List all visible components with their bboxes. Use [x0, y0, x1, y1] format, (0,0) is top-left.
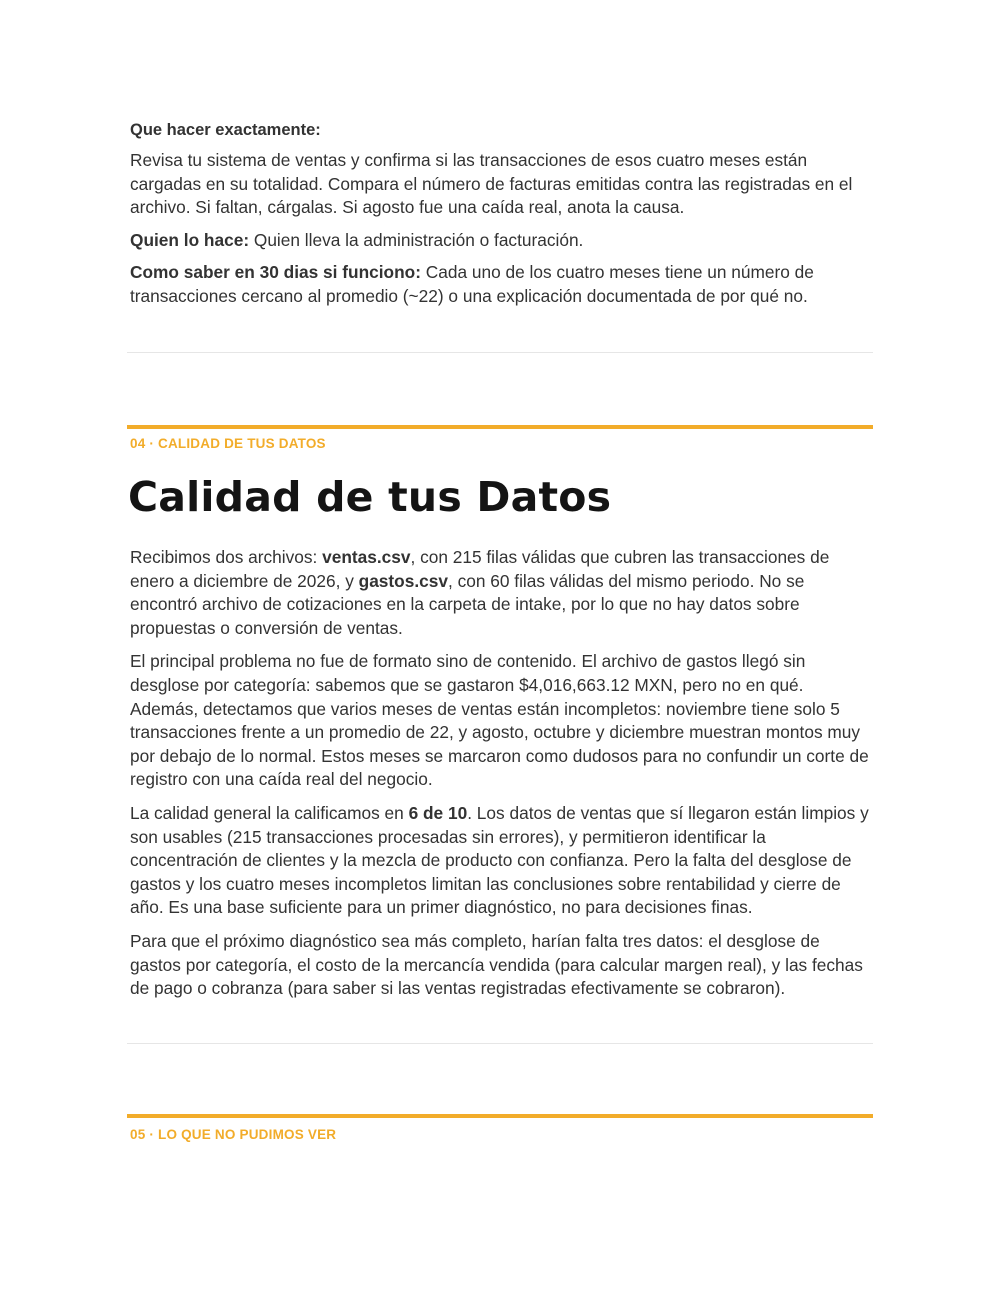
rating-paragraph	[130, 802, 872, 920]
section-accent-rule	[127, 1114, 873, 1118]
next-steps-paragraph: Para que el próximo diagnóstico sea más completo, harían falta tres datos: el desglose de gastos por categoría, el costo de la mercancía vendida (para calcular margen real), y las fechas de pago o cobranza (para saber si las ventas registradas efectivamente se cobraron).	[130, 930, 863, 999]
rating-text-1: La calidad general la calificamos en	[130, 802, 409, 823]
expenses-file-name: gastos.csv	[358, 570, 448, 591]
quality-score: 6 de 10	[408, 802, 468, 823]
section-divider	[127, 1043, 873, 1044]
previous-section-tail	[130, 119, 872, 318]
section-accent-rule	[127, 425, 873, 429]
files-text-2: , con 215 filas válidas que cubren las transacciones de enero a diciembre de 2026, y	[130, 547, 830, 591]
action-heading: Que hacer exactamente:	[130, 121, 321, 139]
owner-label: Quien lo hace:	[130, 229, 250, 250]
section-eyebrow: 04 · CALIDAD DE TUS DATOS	[130, 436, 326, 451]
success-metric-text: Cada uno de los cuatro meses tiene un número de transacciones cercano al promedio (~22) o una explicación documentada de por qué no.	[130, 262, 814, 306]
section-title: Calidad de tus Datos	[128, 473, 612, 521]
owner-text: Quien lleva la administración o facturación.	[249, 229, 584, 250]
files-paragraph	[130, 546, 872, 640]
success-metric-label: Como saber en 30 dias si funciono:	[130, 262, 421, 283]
section-divider	[127, 352, 873, 353]
data-quality-body	[130, 546, 872, 1011]
action-paragraph: Revisa tu sistema de ventas y confirma si las transacciones de esos cuatro meses están cargadas en su totalidad. Compara el número de facturas emitidas contra las registradas en el archivo. Si faltan, cárgalas. Si agosto fue una caída real, anota la causa.	[130, 150, 853, 218]
sales-file-name: ventas.csv	[322, 547, 411, 567]
rating-text-2: . Los datos de ventas que sí llegaron están limpios y son usables (215 transacciones procesadas sin errores), y permitieron identificar la concentración de clientes y la mezcla de producto con confianza. Pero la falta del desglose de gastos y los cuatro meses incompletos limitan las conclusiones sobre rentabilidad y cierre de año. Es una base suficiente para un primer diagnóstico, no para decisiones finas.	[130, 802, 869, 918]
files-text-1: Recibimos dos archivos:	[130, 547, 323, 567]
problem-paragraph: El principal problema no fue de formato sino de contenido. El archivo de gastos llegó sin desglose por categoría: sabemos que se gastaron $4,016,663.12 MXN, pero no en qué. Además, detectamos que varios meses de ventas están incompletos: noviembre tiene solo 5 transacciones frente a un promedio de 22, y agosto, octubre y diciembre muestran montos muy por debajo de lo normal. Estos meses se marcaron como dudosos para no confundir un corte de registro con una caída real del negocio.	[130, 651, 869, 790]
section-eyebrow: 05 · LO QUE NO PUDIMOS VER	[130, 1127, 337, 1142]
owner-line	[130, 229, 872, 253]
files-text-3: , con 60 filas válidas del mismo periodo. No se encontró archivo de cotizaciones en la carpeta de intake, por lo que no hay datos sobre propuestas o conversión de ventas.	[130, 570, 805, 638]
success-metric-line	[130, 261, 872, 308]
